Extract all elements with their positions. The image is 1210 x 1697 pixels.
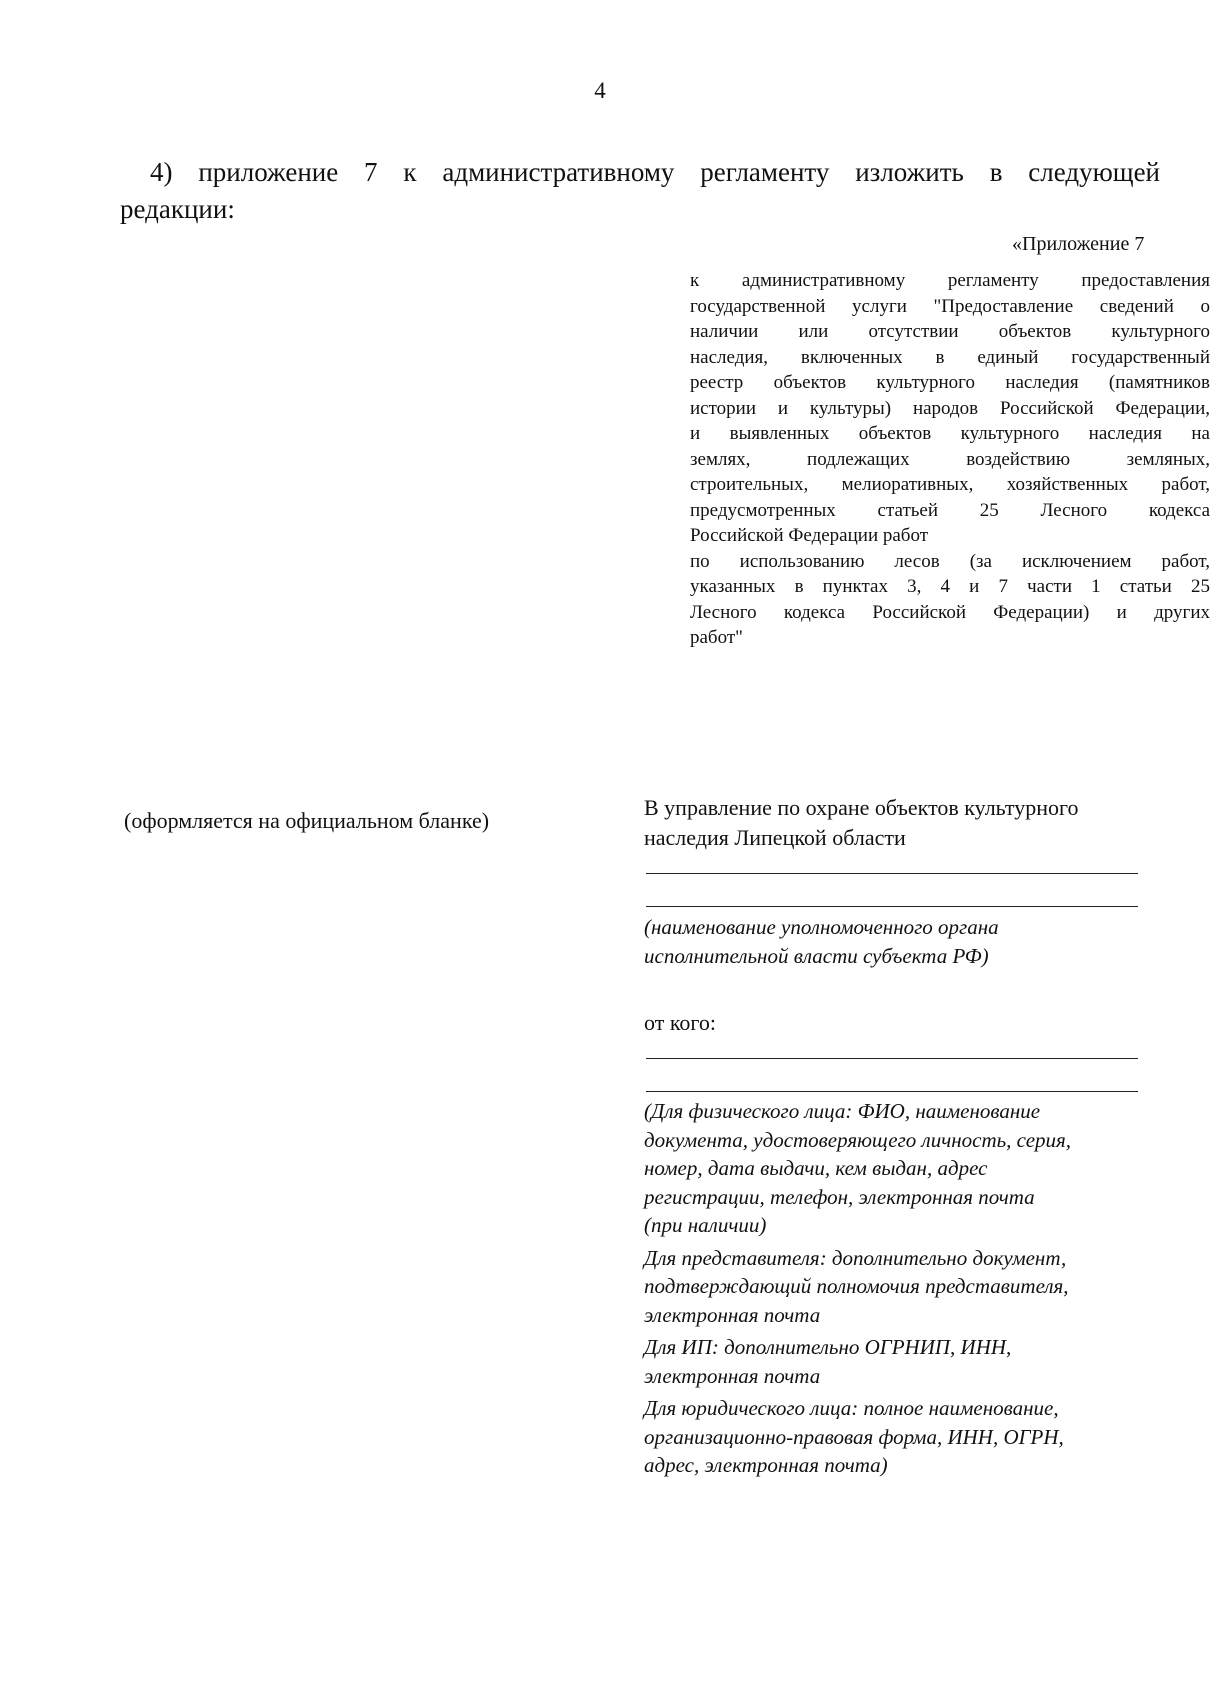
appendix-line: землях, подлежащих воздействию земляных, [690, 448, 1210, 470]
appendix-line: указанных в пунктах 3, 4 и 7 части 1 статьи 25 [690, 576, 1210, 597]
blank-fill-line [646, 873, 1138, 874]
representative-note-line: электронная почта [644, 1302, 821, 1327]
appendix-line: наличии или отсутствии объектов культурного [690, 321, 1210, 342]
blank-fill-line [646, 906, 1138, 907]
legal-entity-note-line: организационно-правовая форма, ИНН, ОГРН, [644, 1424, 1064, 1449]
individual-note-line: (Для физического лица: ФИО, наименование [644, 1099, 1041, 1123]
appendix-line: работ" [690, 627, 743, 648]
appendix-line: истории и культуры) народов Российской Федерации, [690, 397, 1210, 419]
appendix-line: государственной услуги "Предоставление сведений о [690, 295, 1210, 317]
appendix-line: Лесного кодекса Российской Федерации) и других [690, 601, 1210, 623]
appendix-line: и выявленных объектов культурного наследия на [690, 423, 1210, 444]
blank-fill-line [646, 1091, 1138, 1092]
individual-note-line: документа, удостоверяющего личность, серия, [644, 1127, 1072, 1152]
appendix-line: наследия, включенных в единый государственный [690, 346, 1210, 368]
representative-note-line: Для представителя: дополнительно документ, [644, 1245, 1067, 1270]
amendment-paragraph-end: редакции: [120, 194, 235, 224]
legal-entity-note-line: Для юридического лица: полное наименование, [644, 1396, 1059, 1420]
appendix-line: к административному регламенту предоставления [690, 270, 1210, 291]
addressee-block [644, 793, 1144, 853]
blank-fill-line [646, 1058, 1138, 1059]
addressee-caption-line: (наименование уполномоченного органа [644, 915, 999, 939]
appendix-line: по использованию лесов (за исключением работ, [690, 550, 1210, 572]
entrepreneur-note-line: электронная почта [644, 1363, 821, 1388]
legal-entity-note-line: адрес, электронная почта) [644, 1453, 888, 1477]
representative-note-line: подтверждающий полномочия представителя, [644, 1274, 1069, 1298]
page-number: 4 [594, 78, 606, 103]
amendment-paragraph: 4) приложение 7 к административному регламенту изложить в следующей [150, 157, 1160, 187]
official-blank-note: (оформляется на официальном бланке) [124, 808, 490, 833]
addressee-caption-line: исполнительной власти субъекта РФ) [644, 944, 989, 968]
individual-note-line: (при наличии) [644, 1213, 767, 1237]
individual-note-line: регистрации, телефон, электронная почта [644, 1184, 1035, 1209]
appendix-line: предусмотренных статьей 25 Лесного кодекса [690, 499, 1210, 521]
from-label: от кого: [644, 1010, 716, 1035]
appendix-line: строительных, мелиоративных, хозяйственных работ, [690, 474, 1210, 495]
entrepreneur-note-line: Для ИП: дополнительно ОГРНИП, ИНН, [644, 1335, 1012, 1359]
appendix-line: реестр объектов культурного наследия (памятников [690, 372, 1210, 393]
appendix-caption-block [690, 268, 1210, 668]
applicant-notes [644, 1097, 1144, 1480]
addressee-line: В управление по охране объектов культурного [644, 795, 1079, 820]
appendix-line: Российской Федерации работ [690, 525, 929, 546]
appendix-heading: «Приложение 7 [1012, 233, 1145, 255]
individual-note-line: номер, дата выдачи, кем выдан, адрес [644, 1156, 988, 1180]
addressee-line: наследия Липецкой области [644, 825, 906, 850]
addressee-caption [644, 913, 1144, 971]
